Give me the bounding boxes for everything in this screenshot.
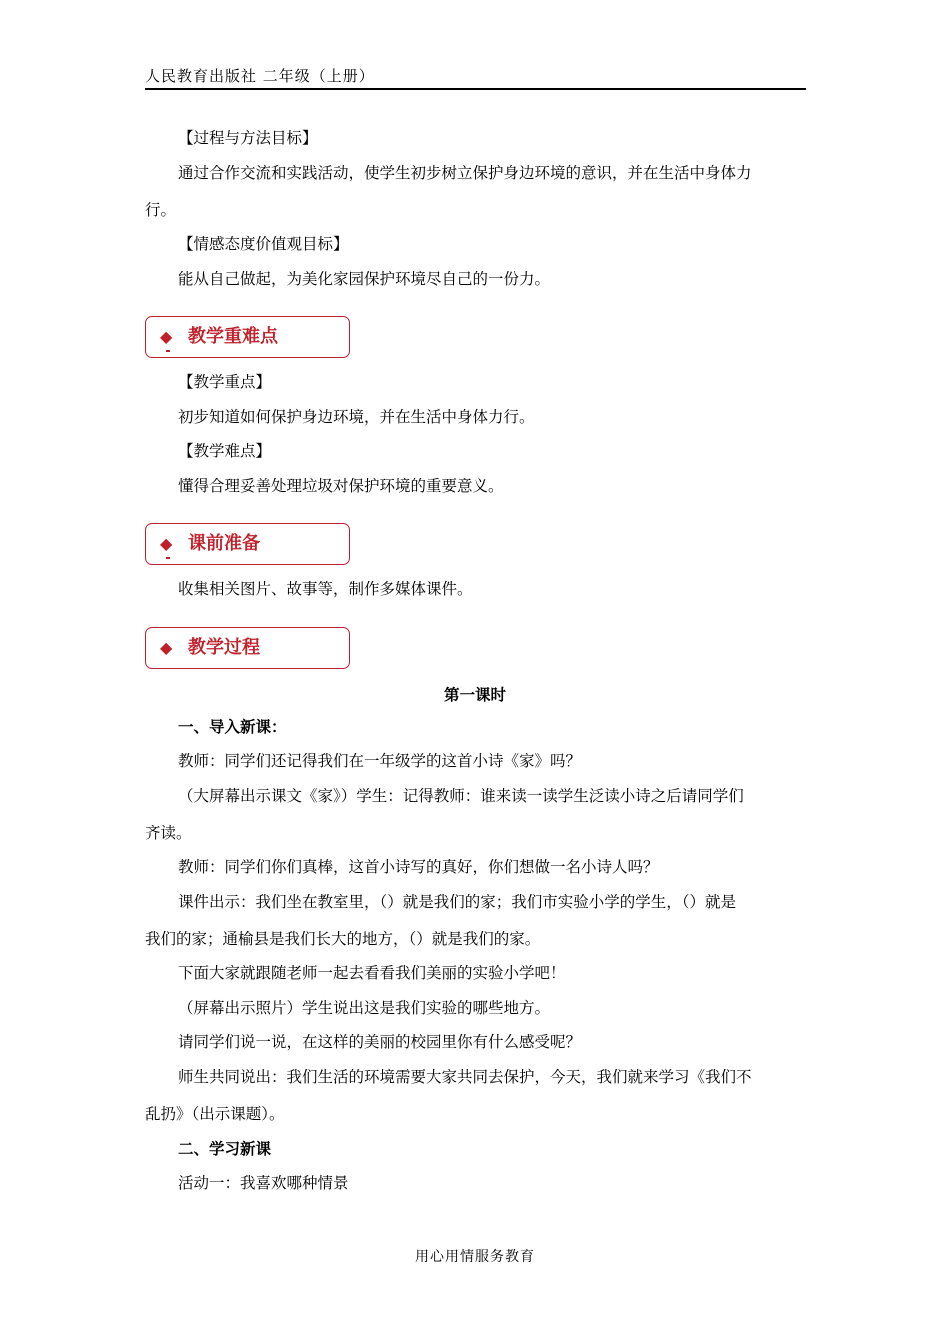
preparation-text: 收集相关图片、故事等，制作多媒体课件。 — [178, 580, 473, 598]
page-footer: 用心用情服务教育 — [415, 1249, 535, 1265]
lesson-line: （屏幕出示照片）学生说出这是我们实验的哪些地方。 — [178, 999, 551, 1017]
lesson-line: 师生共同说出：我们生活的环境需要大家共同去保护，今天，我们就来学习《我们不 — [178, 1068, 752, 1086]
lesson-line: （大屏幕出示课文《家》）学生：记得教师：谁来读一读学生泛读小诗之后请同学们 — [178, 787, 744, 805]
header-text: 人民教育出版社 二年级（上册） — [145, 67, 375, 85]
lesson-line: 齐读。 — [145, 824, 192, 842]
lesson-line: 请同学们说一说，在这样的美丽的校园里你有什么感受呢？ — [178, 1033, 582, 1051]
focus-heading: 【教学重点】 — [178, 373, 272, 391]
section-process — [145, 627, 350, 669]
section-title: 教学过程 — [188, 637, 260, 658]
lesson-title: 第一课时 — [443, 686, 506, 704]
diamond-icon: ◆ — [160, 327, 173, 346]
lesson-line: 课件出示：我们坐在教室里，（）就是我们的家；我们市实验小学的学生，（）就是 — [178, 893, 737, 911]
lesson-line: 下面大家就跟随老师一起去看看我们美丽的实验小学吧！ — [178, 964, 566, 982]
lesson-line: 教师：同学们你们真棒，这首小诗写的真好，你们想做一名小诗人吗？ — [178, 858, 659, 876]
difficulty-text: 懂得合理妥善处理垃圾对保护环境的重要意义。 — [178, 477, 504, 495]
activity-one: 活动一：我喜欢哪种情景 — [178, 1174, 349, 1192]
section-preparation — [145, 523, 350, 565]
section-key-points — [145, 316, 350, 358]
process-goal-heading: 【过程与方法目标】 — [178, 129, 318, 147]
decor-mark — [166, 350, 170, 352]
emotion-goal-heading: 【情感态度价值观目标】 — [178, 235, 349, 253]
diamond-icon: ◆ — [160, 534, 173, 553]
part2-heading: 二、学习新课 — [178, 1140, 272, 1158]
process-goal-text: 通过合作交流和实践活动，使学生初步树立保护身边环境的意识，并在生活中身体力 — [178, 164, 752, 182]
focus-text: 初步知道如何保护身边环境，并在生活中身体力行。 — [178, 408, 535, 426]
lesson-line: 教师：同学们还记得我们在一年级学的这首小诗《家》吗？ — [178, 752, 582, 770]
diamond-icon: ◆ — [160, 638, 173, 657]
section-title: 课前准备 — [188, 533, 260, 554]
section-title: 教学重难点 — [188, 326, 278, 347]
process-goal-text-cont: 行。 — [145, 201, 177, 219]
page-header — [145, 66, 806, 90]
part1-heading: 一、导入新课： — [178, 718, 287, 736]
lesson-line: 我们的家；通榆县是我们长大的地方，（）就是我们的家。 — [145, 930, 541, 948]
lesson-line: 乱扔》（出示课题）。 — [145, 1105, 285, 1123]
emotion-goal-text: 能从自己做起，为美化家园保护环境尽自己的一份力。 — [178, 270, 551, 288]
decor-mark — [166, 557, 170, 559]
difficulty-heading: 【教学难点】 — [178, 442, 272, 460]
